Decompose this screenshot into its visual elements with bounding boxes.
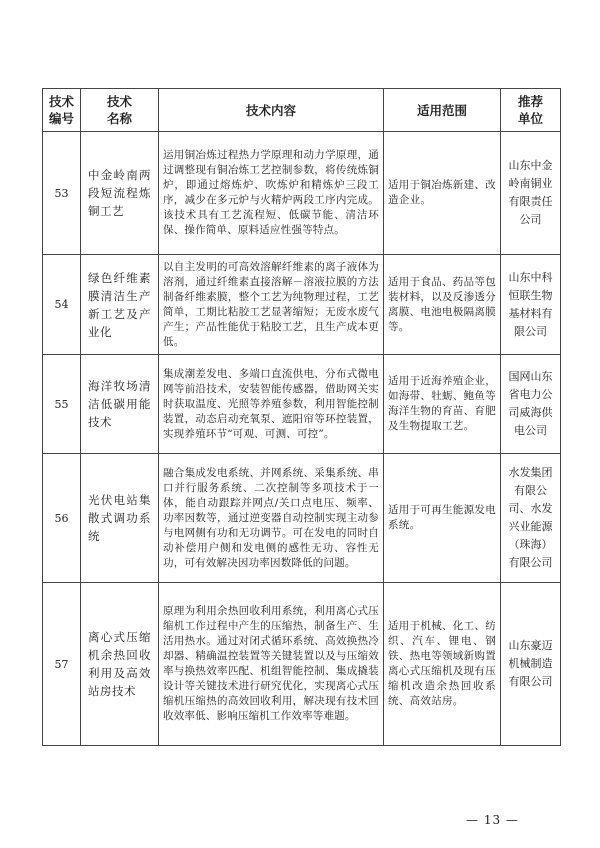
header-name: 技术 名称 xyxy=(81,89,159,132)
header-code: 技术 编号 xyxy=(43,89,81,132)
row-scope: 适用于近海养殖企业，如海带、牡蛎、鲍鱼等海洋生物的育苗、育肥及生物提取工艺。 xyxy=(384,355,501,454)
row-org: 山东豪迈机械制造有限公司 xyxy=(501,583,561,746)
row-org: 水发集团有限公司、水发兴业能源（珠海）有限公司 xyxy=(501,454,561,583)
row-org: 山东中科恒联生物基材料有限公司 xyxy=(501,255,561,355)
row-code: 56 xyxy=(43,454,81,583)
page-number: — 13 — xyxy=(466,813,519,827)
row-content: 融合集成发电系统、并网系统、采集系统、串口并行服务系统、二次控制等多项技术于一体，能自动跟踪并网点/关口点电压、频率、功率因数等，通过逆变器自动控制实现主动参与电网侧有功和无功调节。可在发电的同时自动补偿用户侧和发电侧的感性无功、容性无功，可有效解决因功率因数降低的问题。 xyxy=(159,454,384,583)
row-org: 国网山东省电力公司威海供电公司 xyxy=(501,355,561,454)
row-name: 绿色纤维素膜清洁生产新工艺及产业化 xyxy=(81,255,159,355)
row-name: 离心式压缩机余热回收利用及高效站房技术 xyxy=(81,583,159,746)
row-org: 山东中金岭南铜业有限责任公司 xyxy=(501,132,561,255)
row-scope: 适用于可再生能源发电系统。 xyxy=(384,454,501,583)
table-header-row xyxy=(43,89,561,132)
row-scope: 适用于铜冶炼新建、改造企业。 xyxy=(384,132,501,255)
row-content: 集成潮差发电、多端口直流供电、分布式微电网等前沿技术，安装智能传感器，借助网关实时获取温度、光照等养殖参数，利用智能控制装置，动态启动充氧泵、遮阳帘等环控装置，实现养殖环节“可观、可测、可控”。 xyxy=(159,355,384,454)
row-code: 54 xyxy=(43,255,81,355)
row-scope: 适用于机械、化工、纺织、汽车、锂电、钢铁、热电等领域新购置离心式压缩机及现有压缩机改造余热回收系统、高效站房。 xyxy=(384,583,501,746)
row-name: 光伏电站集散式调功系统 xyxy=(81,454,159,583)
header-scope: 适用范围 xyxy=(384,89,501,132)
row-code: 53 xyxy=(43,132,81,255)
table-row xyxy=(43,583,561,746)
row-content: 运用铜冶炼过程热力学原理和动力学原理，通过调整现有铜冶炼工艺控制参数，将传统炼铜炉，即通过熔炼炉、吹炼炉和精炼炉三段工序，减少在多元炉与火精炉两段工序内完成。该技术具有工艺流程短、低碳节能、清洁环保、操作简单、原料适应性强等特点。 xyxy=(159,132,384,255)
header-org: 推荐 单位 xyxy=(501,89,561,132)
technology-table xyxy=(42,88,561,746)
row-code: 55 xyxy=(43,355,81,454)
table-row xyxy=(43,355,561,454)
table-row xyxy=(43,255,561,355)
row-content: 原理为利用余热回收利用系统，利用离心式压缩机工作过程中产生的压缩热，制备生产、生活用热水。通过对闭式循环系统、高效换热冷却器、精确温控装置等关键装置以及与压缩效率与换热效率匹配、机组智能控制、集成撬装设计等关键技术进行研究优化，实现离心式压缩机压缩热的高效回收利用，解决现有技术回收效率低、影响压缩机工作效率等难题。 xyxy=(159,583,384,746)
row-name: 中金岭南两段短流程炼铜工艺 xyxy=(81,132,159,255)
header-content: 技术内容 xyxy=(159,89,384,132)
row-content: 以自主发明的可高效溶解纤维素的离子液体为溶剂，通过纤维素直接溶解－溶液拉膜的方法制备纤维素膜，整个工艺为纯物理过程，工艺简单，工期比粘胶工艺显著缩短；无废水废气产生；产品性能优于粘胶工艺，且生产成本更低。 xyxy=(159,255,384,355)
table-row xyxy=(43,132,561,255)
row-name: 海洋牧场清洁低碳用能技术 xyxy=(81,355,159,454)
table-row xyxy=(43,454,561,583)
row-code: 57 xyxy=(43,583,81,746)
row-scope: 适用于食品、药品等包装材料，以及反渗透分离膜、电池电极隔离膜等。 xyxy=(384,255,501,355)
